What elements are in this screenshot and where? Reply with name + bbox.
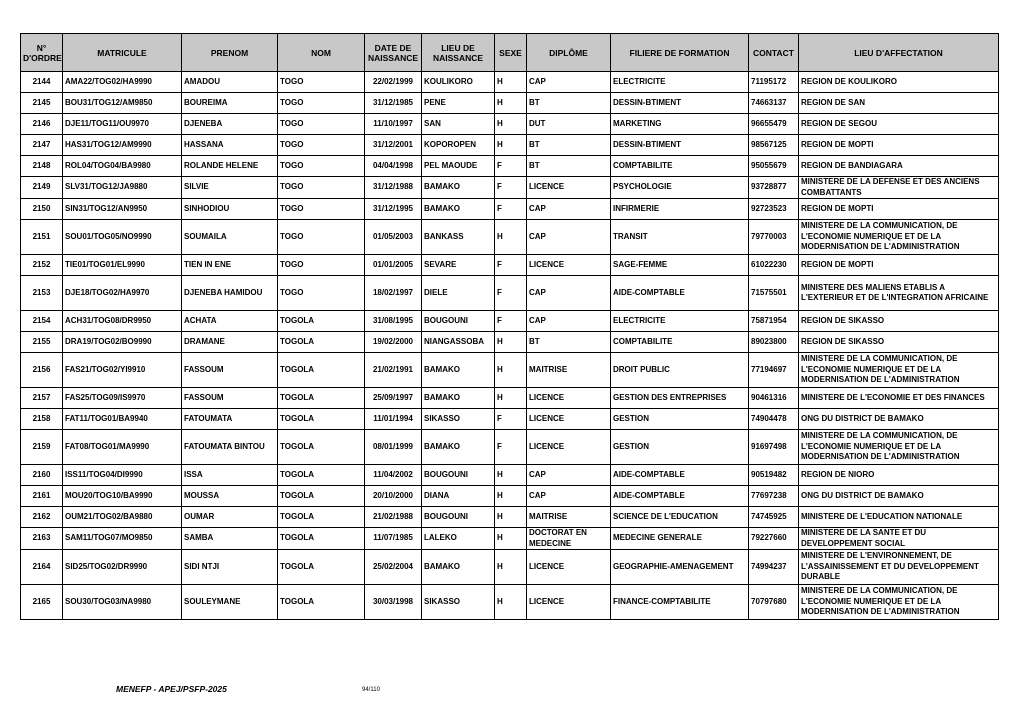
cell-contact: 75871954 (749, 311, 799, 332)
table-row (21, 135, 999, 156)
cell-nom: TOGOLA (278, 528, 365, 550)
cell-diplome: CAP (527, 465, 611, 486)
table-row (21, 388, 999, 409)
cell-lieu-affectation: ONG DU DISTRICT DE BAMAKO (799, 409, 999, 430)
cell-date-naissance: 19/02/2000 (365, 332, 422, 353)
cell-ordre: 2157 (21, 388, 63, 409)
cell-matricule: FAT11/TOG01/BA9940 (63, 409, 182, 430)
cell-lieu-naissance: DIANA (422, 486, 495, 507)
header-sexe: SEXE (495, 34, 527, 72)
cell-lieu-affectation: REGION DE MOPTI (799, 255, 999, 276)
cell-diplome: LICENCE (527, 177, 611, 199)
cell-filiere: SAGE-FEMME (611, 255, 749, 276)
cell-matricule: SID25/TOG02/DR9990 (63, 550, 182, 585)
cell-filiere: AIDE-COMPTABLE (611, 486, 749, 507)
cell-date-naissance: 11/10/1997 (365, 114, 422, 135)
cell-filiere: SCIENCE DE L'EDUCATION (611, 507, 749, 528)
cell-lieu-affectation: MINISTERE DE L'ENVIRONNEMENT, DE L'ASSAINISSEMENT ET DU DEVELOPPEMENT DURABLE (799, 550, 999, 585)
cell-diplome: CAP (527, 276, 611, 311)
cell-lieu-affectation: REGION DE SEGOU (799, 114, 999, 135)
cell-nom: TOGOLA (278, 388, 365, 409)
cell-lieu-naissance: BOUGOUNI (422, 311, 495, 332)
cell-sexe: H (495, 486, 527, 507)
cell-filiere: DESSIN-BTIMENT (611, 135, 749, 156)
cell-lieu-affectation: MINISTERE DE LA SANTE ET DU DEVELOPPEMENT SOCIAL (799, 528, 999, 550)
cell-sexe: H (495, 353, 527, 388)
header-nom: NOM (278, 34, 365, 72)
cell-sexe: H (495, 585, 527, 620)
cell-prenom: SOULEYMANE (182, 585, 278, 620)
cell-diplome: CAP (527, 72, 611, 93)
cell-contact: 71575501 (749, 276, 799, 311)
cell-prenom: ACHATA (182, 311, 278, 332)
cell-ordre: 2161 (21, 486, 63, 507)
cell-lieu-naissance: SEVARE (422, 255, 495, 276)
cell-contact: 74904478 (749, 409, 799, 430)
cell-date-naissance: 25/02/2004 (365, 550, 422, 585)
cell-nom: TOGOLA (278, 550, 365, 585)
cell-filiere: ELECTRICITE (611, 72, 749, 93)
cell-prenom: HASSANA (182, 135, 278, 156)
cell-filiere: MARKETING (611, 114, 749, 135)
cell-lieu-affectation: MINISTERE DE LA COMMUNICATION, DE L'ECONOMIE NUMERIQUE ET DE LA MODERNISATION DE L'ADMINISTRATION (799, 353, 999, 388)
cell-prenom: FASSOUM (182, 353, 278, 388)
cell-nom: TOGOLA (278, 311, 365, 332)
cell-sexe: H (495, 332, 527, 353)
header-lieu-naissance: LIEU DE NAISSANCE (422, 34, 495, 72)
cell-nom: TOGO (278, 93, 365, 114)
table-row (21, 332, 999, 353)
cell-date-naissance: 04/04/1998 (365, 156, 422, 177)
table-row (21, 528, 999, 550)
cell-prenom: DJENEBA (182, 114, 278, 135)
table-row (21, 156, 999, 177)
header-matricule: MATRICULE (63, 34, 182, 72)
table-row (21, 550, 999, 585)
cell-filiere: TRANSIT (611, 220, 749, 255)
cell-sexe: F (495, 276, 527, 311)
cell-diplome: BT (527, 93, 611, 114)
cell-matricule: SAM11/TOG07/MO9850 (63, 528, 182, 550)
cell-lieu-naissance: SIKASSO (422, 409, 495, 430)
cell-contact: 89023800 (749, 332, 799, 353)
cell-contact: 95055679 (749, 156, 799, 177)
header-filiere: FILIERE DE FORMATION (611, 34, 749, 72)
cell-date-naissance: 18/02/1997 (365, 276, 422, 311)
cell-sexe: H (495, 220, 527, 255)
cell-nom: TOGO (278, 72, 365, 93)
cell-ordre: 2146 (21, 114, 63, 135)
cell-sexe: F (495, 311, 527, 332)
header-diplome: DIPLÔME (527, 34, 611, 72)
cell-lieu-affectation: MINISTERE DES MALIENS ETABLIS A L'EXTERIEUR ET DE L'INTEGRATION AFRICAINE (799, 276, 999, 311)
cell-matricule: DJE18/TOG02/HA9970 (63, 276, 182, 311)
cell-lieu-affectation: REGION DE SAN (799, 93, 999, 114)
cell-date-naissance: 08/01/1999 (365, 430, 422, 465)
cell-ordre: 2153 (21, 276, 63, 311)
cell-lieu-affectation: MINISTERE DE LA COMMUNICATION, DE L'ECONOMIE NUMERIQUE ET DE LA MODERNISATION DE L'ADMINISTRATION (799, 585, 999, 620)
table-row (21, 465, 999, 486)
cell-matricule: ACH31/TOG08/DR9950 (63, 311, 182, 332)
cell-contact: 96655479 (749, 114, 799, 135)
cell-date-naissance: 21/02/1988 (365, 507, 422, 528)
table-row (21, 199, 999, 220)
cell-sexe: F (495, 430, 527, 465)
cell-prenom: AMADOU (182, 72, 278, 93)
header-prenom: PRENOM (182, 34, 278, 72)
cell-contact: 79227660 (749, 528, 799, 550)
cell-nom: TOGOLA (278, 465, 365, 486)
cell-prenom: TIEN IN ENE (182, 255, 278, 276)
cell-diplome: MAITRISE (527, 507, 611, 528)
cell-ordre: 2160 (21, 465, 63, 486)
header-contact: CONTACT (749, 34, 799, 72)
cell-lieu-naissance: BAMAKO (422, 177, 495, 199)
cell-ordre: 2152 (21, 255, 63, 276)
cell-sexe: H (495, 114, 527, 135)
cell-diplome: CAP (527, 199, 611, 220)
cell-sexe: F (495, 199, 527, 220)
cell-contact: 70797680 (749, 585, 799, 620)
cell-nom: TOGOLA (278, 353, 365, 388)
cell-contact: 92723523 (749, 199, 799, 220)
header-row (21, 34, 999, 72)
cell-contact: 90519482 (749, 465, 799, 486)
cell-lieu-affectation: REGION DE NIORO (799, 465, 999, 486)
cell-matricule: TIE01/TOG01/EL9990 (63, 255, 182, 276)
cell-ordre: 2156 (21, 353, 63, 388)
cell-prenom: SINHODIOU (182, 199, 278, 220)
cell-ordre: 2145 (21, 93, 63, 114)
cell-matricule: DRA19/TOG02/BO9990 (63, 332, 182, 353)
cell-date-naissance: 31/12/2001 (365, 135, 422, 156)
cell-prenom: ISSA (182, 465, 278, 486)
cell-prenom: FATOUMATA (182, 409, 278, 430)
cell-sexe: H (495, 465, 527, 486)
table-row (21, 220, 999, 255)
cell-date-naissance: 31/12/1988 (365, 177, 422, 199)
cell-prenom: SAMBA (182, 528, 278, 550)
cell-prenom: DJENEBA HAMIDOU (182, 276, 278, 311)
cell-date-naissance: 30/03/1998 (365, 585, 422, 620)
cell-lieu-affectation: REGION DE MOPTI (799, 199, 999, 220)
cell-nom: TOGO (278, 156, 365, 177)
cell-diplome: CAP (527, 311, 611, 332)
cell-lieu-naissance: KOPOROPEN (422, 135, 495, 156)
cell-contact: 74994237 (749, 550, 799, 585)
cell-ordre: 2148 (21, 156, 63, 177)
cell-lieu-naissance: SAN (422, 114, 495, 135)
cell-sexe: F (495, 156, 527, 177)
cell-matricule: ISS11/TOG04/DI9990 (63, 465, 182, 486)
cell-nom: TOGO (278, 199, 365, 220)
cell-filiere: DESSIN-BTIMENT (611, 93, 749, 114)
cell-date-naissance: 20/10/2000 (365, 486, 422, 507)
cell-diplome: DOCTORAT EN MEDECINE (527, 528, 611, 550)
cell-filiere: COMPTABILITE (611, 156, 749, 177)
cell-contact: 74745925 (749, 507, 799, 528)
cell-filiere: FINANCE-COMPTABILITE (611, 585, 749, 620)
table-row (21, 409, 999, 430)
cell-ordre: 2154 (21, 311, 63, 332)
cell-filiere: INFIRMERIE (611, 199, 749, 220)
cell-date-naissance: 11/01/1994 (365, 409, 422, 430)
cell-contact: 90461316 (749, 388, 799, 409)
cell-date-naissance: 01/05/2003 (365, 220, 422, 255)
cell-ordre: 2158 (21, 409, 63, 430)
cell-ordre: 2150 (21, 199, 63, 220)
cell-filiere: GESTION (611, 409, 749, 430)
header-lieu-affectation: LIEU D'AFFECTATION (799, 34, 999, 72)
cell-prenom: SOUMAILA (182, 220, 278, 255)
cell-lieu-naissance: PEL MAOUDE (422, 156, 495, 177)
cell-lieu-naissance: KOULIKORO (422, 72, 495, 93)
cell-matricule: ROL04/TOG04/BA9980 (63, 156, 182, 177)
table-row (21, 507, 999, 528)
footer-page-number: 94/110 (362, 687, 380, 693)
cell-lieu-affectation: REGION DE SIKASSO (799, 332, 999, 353)
table-row (21, 72, 999, 93)
cell-diplome: CAP (527, 220, 611, 255)
cell-diplome: LICENCE (527, 430, 611, 465)
table-row (21, 255, 999, 276)
cell-sexe: F (495, 255, 527, 276)
cell-lieu-naissance: BAMAKO (422, 550, 495, 585)
cell-matricule: SOU01/TOG05/NO9990 (63, 220, 182, 255)
cell-date-naissance: 31/08/1995 (365, 311, 422, 332)
cell-diplome: LICENCE (527, 585, 611, 620)
cell-date-naissance: 01/01/2005 (365, 255, 422, 276)
cell-prenom: DRAMANE (182, 332, 278, 353)
header-ordre: N° D'ORDRE (21, 34, 63, 72)
cell-diplome: LICENCE (527, 255, 611, 276)
cell-prenom: BOUREIMA (182, 93, 278, 114)
cell-sexe: F (495, 409, 527, 430)
table-row (21, 276, 999, 311)
cell-diplome: BT (527, 135, 611, 156)
cell-nom: TOGOLA (278, 486, 365, 507)
cell-prenom: ROLANDE HELENE (182, 156, 278, 177)
cell-diplome: CAP (527, 486, 611, 507)
cell-ordre: 2147 (21, 135, 63, 156)
cell-filiere: AIDE-COMPTABLE (611, 276, 749, 311)
affectation-table (20, 33, 999, 620)
cell-lieu-affectation: REGION DE BANDIAGARA (799, 156, 999, 177)
cell-ordre: 2144 (21, 72, 63, 93)
cell-date-naissance: 11/04/2002 (365, 465, 422, 486)
cell-nom: TOGO (278, 177, 365, 199)
cell-lieu-affectation: REGION DE KOULIKORO (799, 72, 999, 93)
cell-matricule: FAT08/TOG01/MA9990 (63, 430, 182, 465)
cell-lieu-affectation: MINISTERE DE LA DEFENSE ET DES ANCIENS COMBATTANTS (799, 177, 999, 199)
cell-lieu-affectation: MINISTERE DE LA COMMUNICATION, DE L'ECONOMIE NUMERIQUE ET DE LA MODERNISATION DE L'ADMINISTRATION (799, 430, 999, 465)
cell-contact: 71195172 (749, 72, 799, 93)
cell-lieu-naissance: BAMAKO (422, 353, 495, 388)
cell-matricule: OUM21/TOG02/BA9880 (63, 507, 182, 528)
cell-matricule: FAS21/TOG02/YI9910 (63, 353, 182, 388)
cell-contact: 77697238 (749, 486, 799, 507)
table-row (21, 486, 999, 507)
table-row (21, 177, 999, 199)
cell-matricule: AMA22/TOG02/HA9990 (63, 72, 182, 93)
cell-matricule: BOU31/TOG12/AM9850 (63, 93, 182, 114)
cell-nom: TOGOLA (278, 585, 365, 620)
cell-prenom: FASSOUM (182, 388, 278, 409)
table-row (21, 311, 999, 332)
cell-nom: TOGO (278, 276, 365, 311)
cell-nom: TOGO (278, 255, 365, 276)
cell-sexe: H (495, 507, 527, 528)
cell-matricule: FAS25/TOG09/IS9970 (63, 388, 182, 409)
cell-diplome: MAITRISE (527, 353, 611, 388)
cell-nom: TOGO (278, 114, 365, 135)
cell-lieu-naissance: BANKASS (422, 220, 495, 255)
cell-ordre: 2165 (21, 585, 63, 620)
cell-filiere: COMPTABILITE (611, 332, 749, 353)
cell-prenom: SIDI NTJI (182, 550, 278, 585)
cell-diplome: LICENCE (527, 550, 611, 585)
cell-matricule: DJE11/TOG11/OU9970 (63, 114, 182, 135)
cell-ordre: 2159 (21, 430, 63, 465)
cell-nom: TOGO (278, 220, 365, 255)
cell-contact: 74663137 (749, 93, 799, 114)
cell-lieu-naissance: BAMAKO (422, 199, 495, 220)
cell-lieu-affectation: ONG DU DISTRICT DE BAMAKO (799, 486, 999, 507)
cell-date-naissance: 11/07/1985 (365, 528, 422, 550)
table-row (21, 353, 999, 388)
cell-matricule: MOU20/TOG10/BA9990 (63, 486, 182, 507)
cell-diplome: BT (527, 332, 611, 353)
cell-ordre: 2149 (21, 177, 63, 199)
cell-lieu-naissance: BAMAKO (422, 430, 495, 465)
cell-date-naissance: 31/12/1985 (365, 93, 422, 114)
cell-lieu-affectation: MINISTERE DE L'ECONOMIE ET DES FINANCES (799, 388, 999, 409)
table-body (21, 72, 999, 620)
cell-sexe: H (495, 550, 527, 585)
cell-filiere: ELECTRICITE (611, 311, 749, 332)
cell-sexe: H (495, 93, 527, 114)
cell-lieu-naissance: BOUGOUNI (422, 465, 495, 486)
table-row (21, 93, 999, 114)
cell-matricule: SLV31/TOG12/JA9880 (63, 177, 182, 199)
cell-contact: 61022230 (749, 255, 799, 276)
cell-sexe: H (495, 388, 527, 409)
cell-ordre: 2164 (21, 550, 63, 585)
cell-lieu-affectation: REGION DE SIKASSO (799, 311, 999, 332)
cell-lieu-affectation: REGION DE MOPTI (799, 135, 999, 156)
cell-filiere: MEDECINE GENERALE (611, 528, 749, 550)
cell-contact: 79770003 (749, 220, 799, 255)
cell-nom: TOGOLA (278, 409, 365, 430)
table-row (21, 430, 999, 465)
cell-nom: TOGOLA (278, 332, 365, 353)
header-date-naissance: DATE DE NAISSANCE (365, 34, 422, 72)
cell-ordre: 2162 (21, 507, 63, 528)
cell-ordre: 2155 (21, 332, 63, 353)
cell-diplome: DUT (527, 114, 611, 135)
cell-nom: TOGOLA (278, 507, 365, 528)
footer-program: MENEFP - APEJ/PSFP-2025 (116, 684, 227, 694)
cell-filiere: GEOGRAPHIE-AMENAGEMENT (611, 550, 749, 585)
cell-prenom: MOUSSA (182, 486, 278, 507)
cell-lieu-naissance: NIANGASSOBA (422, 332, 495, 353)
cell-diplome: LICENCE (527, 388, 611, 409)
cell-date-naissance: 25/09/1997 (365, 388, 422, 409)
cell-date-naissance: 21/02/1991 (365, 353, 422, 388)
cell-sexe: F (495, 177, 527, 199)
cell-filiere: GESTION (611, 430, 749, 465)
cell-lieu-naissance: LALEKO (422, 528, 495, 550)
table-row (21, 114, 999, 135)
cell-date-naissance: 22/02/1999 (365, 72, 422, 93)
cell-diplome: LICENCE (527, 409, 611, 430)
cell-diplome: BT (527, 156, 611, 177)
cell-prenom: OUMAR (182, 507, 278, 528)
cell-prenom: SILVIE (182, 177, 278, 199)
table-row (21, 585, 999, 620)
cell-filiere: PSYCHOLOGIE (611, 177, 749, 199)
cell-lieu-naissance: DIELE (422, 276, 495, 311)
cell-date-naissance: 31/12/1995 (365, 199, 422, 220)
cell-filiere: DROIT PUBLIC (611, 353, 749, 388)
cell-nom: TOGOLA (278, 430, 365, 465)
cell-prenom: FATOUMATA BINTOU (182, 430, 278, 465)
cell-nom: TOGO (278, 135, 365, 156)
cell-sexe: H (495, 72, 527, 93)
cell-filiere: GESTION DES ENTREPRISES (611, 388, 749, 409)
cell-contact: 93728877 (749, 177, 799, 199)
cell-ordre: 2163 (21, 528, 63, 550)
cell-contact: 98567125 (749, 135, 799, 156)
cell-lieu-naissance: BAMAKO (422, 388, 495, 409)
cell-lieu-naissance: PENE (422, 93, 495, 114)
cell-lieu-affectation: MINISTERE DE LA COMMUNICATION, DE L'ECONOMIE NUMERIQUE ET DE LA MODERNISATION DE L'ADMINISTRATION (799, 220, 999, 255)
cell-filiere: AIDE-COMPTABLE (611, 465, 749, 486)
cell-sexe: H (495, 135, 527, 156)
cell-lieu-naissance: SIKASSO (422, 585, 495, 620)
cell-sexe: H (495, 528, 527, 550)
cell-contact: 91697498 (749, 430, 799, 465)
cell-matricule: HAS31/TOG12/AM9990 (63, 135, 182, 156)
cell-lieu-affectation: MINISTERE DE L'EDUCATION NATIONALE (799, 507, 999, 528)
cell-lieu-naissance: BOUGOUNI (422, 507, 495, 528)
cell-matricule: SIN31/TOG12/AN9950 (63, 199, 182, 220)
cell-contact: 77194697 (749, 353, 799, 388)
cell-ordre: 2151 (21, 220, 63, 255)
cell-matricule: SOU30/TOG03/NA9980 (63, 585, 182, 620)
